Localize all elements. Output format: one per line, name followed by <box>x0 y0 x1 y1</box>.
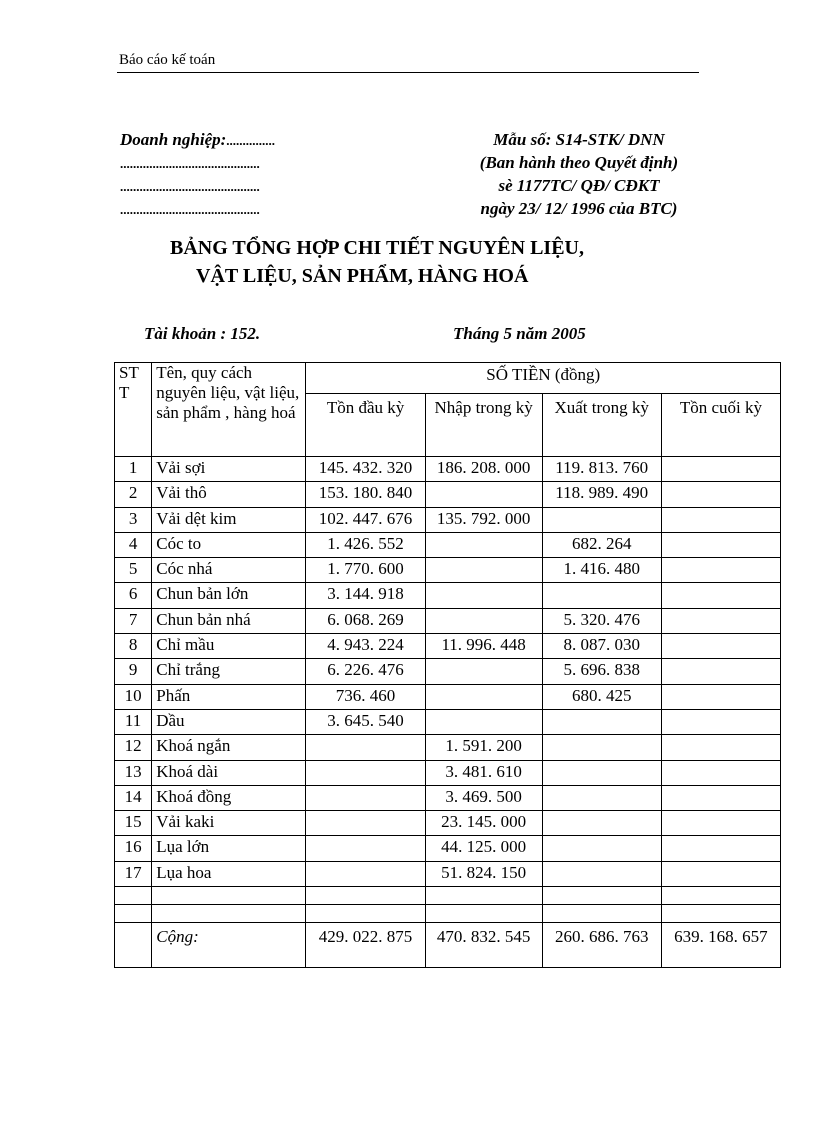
row-export <box>542 760 661 785</box>
row-export <box>542 861 661 886</box>
row-stt: 6 <box>115 583 152 608</box>
ledger-table <box>114 362 781 968</box>
total-opening: 429. 022. 875 <box>306 923 425 968</box>
row-name: Khoá ngắn <box>152 735 306 760</box>
row-opening <box>306 861 425 886</box>
row-export <box>542 507 661 532</box>
row-closing <box>661 634 780 659</box>
row-import: 1. 591. 200 <box>425 735 542 760</box>
row-import: 3. 469. 500 <box>425 785 542 810</box>
row-export <box>542 811 661 836</box>
account-label: Tài khoản : 152. <box>144 324 261 343</box>
row-stt: 16 <box>115 836 152 861</box>
row-opening <box>306 760 425 785</box>
row-opening: 6. 068. 269 <box>306 608 425 633</box>
total-import: 470. 832. 545 <box>425 923 542 968</box>
row-export <box>542 709 661 734</box>
row-stt: 10 <box>115 684 152 709</box>
table-row <box>115 735 781 760</box>
blank-line: ........................................... <box>120 202 260 217</box>
running-header: Báo cáo kế toán <box>119 52 216 68</box>
enterprise-line <box>120 128 275 152</box>
row-closing <box>661 785 780 810</box>
table-row <box>115 583 781 608</box>
row-stt: 15 <box>115 811 152 836</box>
row-stt: 2 <box>115 482 152 507</box>
row-closing <box>661 861 780 886</box>
table-row <box>115 760 781 785</box>
empty-row <box>115 905 781 923</box>
row-name: Vải dệt kim <box>152 507 306 532</box>
header-rule <box>117 72 699 73</box>
row-stt: 11 <box>115 709 152 734</box>
table-row <box>115 659 781 684</box>
row-import <box>425 608 542 633</box>
row-closing <box>661 583 780 608</box>
row-stt: 4 <box>115 532 152 557</box>
title-line-2: VẬT LIỆU, SẢN PHẨM, HÀNG HOÁ <box>196 265 529 287</box>
col-header-import: Nhập trong kỳ <box>425 394 542 457</box>
table-row <box>115 861 781 886</box>
row-export: 680. 425 <box>542 684 661 709</box>
period-label: Tháng 5 năm 2005 <box>453 324 586 343</box>
document-title <box>170 234 584 290</box>
row-stt: 8 <box>115 634 152 659</box>
row-closing <box>661 735 780 760</box>
row-stt: 14 <box>115 785 152 810</box>
row-opening: 102. 447. 676 <box>306 507 425 532</box>
row-closing <box>661 558 780 583</box>
row-closing <box>661 811 780 836</box>
row-stt: 3 <box>115 507 152 532</box>
row-opening: 6. 226. 476 <box>306 659 425 684</box>
row-opening: 1. 770. 600 <box>306 558 425 583</box>
row-opening: 1. 426. 552 <box>306 532 425 557</box>
row-name: Lụa hoa <box>152 861 306 886</box>
row-opening: 145. 432. 320 <box>306 457 425 482</box>
row-import <box>425 558 542 583</box>
row-import: 11. 996. 448 <box>425 634 542 659</box>
table-row <box>115 532 781 557</box>
row-closing <box>661 684 780 709</box>
row-name: Cóc to <box>152 532 306 557</box>
row-import: 51. 824. 150 <box>425 861 542 886</box>
row-import <box>425 583 542 608</box>
row-opening <box>306 785 425 810</box>
blank-line: ........................................... <box>120 179 260 194</box>
row-stt: 12 <box>115 735 152 760</box>
row-export: 8. 087. 030 <box>542 634 661 659</box>
row-export <box>542 583 661 608</box>
row-export <box>542 836 661 861</box>
issued-by-line: ngày 23/ 12/ 1996 của BTC) <box>480 199 678 218</box>
total-stt <box>115 923 152 968</box>
row-opening <box>306 735 425 760</box>
row-export <box>542 785 661 810</box>
ledger-body <box>115 457 781 968</box>
row-name: Vải kaki <box>152 811 306 836</box>
total-label: Cộng: <box>152 923 306 968</box>
row-import <box>425 532 542 557</box>
row-stt: 5 <box>115 558 152 583</box>
col-header-money: SỐ TIỀN (đồng) <box>306 363 781 394</box>
row-closing <box>661 709 780 734</box>
row-opening: 3. 645. 540 <box>306 709 425 734</box>
row-name: Dầu <box>152 709 306 734</box>
issued-by-line: (Ban hành theo Quyết định) <box>479 153 679 172</box>
col-header-export: Xuất trong kỳ <box>542 394 661 457</box>
form-info-block <box>444 128 714 220</box>
row-name: Phấn <box>152 684 306 709</box>
enterprise-dots: ............... <box>226 133 276 148</box>
row-name: Cóc nhá <box>152 558 306 583</box>
row-stt: 17 <box>115 861 152 886</box>
row-stt: 13 <box>115 760 152 785</box>
table-row <box>115 507 781 532</box>
form-number: Mẫu số: S14-STK/ DNN <box>493 130 665 149</box>
row-name: Chỉ mầu <box>152 634 306 659</box>
row-import <box>425 709 542 734</box>
header-row <box>115 363 781 394</box>
row-opening: 4. 943. 224 <box>306 634 425 659</box>
row-stt: 1 <box>115 457 152 482</box>
row-export: 682. 264 <box>542 532 661 557</box>
row-name: Lụa lớn <box>152 836 306 861</box>
row-opening: 3. 144. 918 <box>306 583 425 608</box>
title-line-1: BẢNG TỔNG HỢP CHI TIẾT NGUYÊN LIỆU, <box>170 237 584 259</box>
row-name: Vải sợi <box>152 457 306 482</box>
row-opening <box>306 811 425 836</box>
row-closing <box>661 507 780 532</box>
table-row <box>115 811 781 836</box>
row-import: 23. 145. 000 <box>425 811 542 836</box>
row-export: 119. 813. 760 <box>542 457 661 482</box>
col-header-name: Tên, quy cách nguyên liệu, vật liệu, sản phẩm , hàng hoá <box>152 363 306 457</box>
enterprise-block <box>120 128 275 221</box>
row-name: Chun bản lớn <box>152 583 306 608</box>
empty-row <box>115 887 781 905</box>
row-stt: 9 <box>115 659 152 684</box>
row-export: 1. 416. 480 <box>542 558 661 583</box>
row-name: Khoá dài <box>152 760 306 785</box>
row-export <box>542 735 661 760</box>
row-import <box>425 684 542 709</box>
row-import <box>425 482 542 507</box>
row-export: 5. 696. 838 <box>542 659 661 684</box>
col-header-stt: ST T <box>115 363 152 457</box>
table-row <box>115 684 781 709</box>
table-row <box>115 482 781 507</box>
col-header-opening: Tồn đầu kỳ <box>306 394 425 457</box>
row-import: 186. 208. 000 <box>425 457 542 482</box>
total-export: 260. 686. 763 <box>542 923 661 968</box>
row-opening <box>306 836 425 861</box>
row-closing <box>661 760 780 785</box>
table-row <box>115 634 781 659</box>
row-name: Chun bản nhá <box>152 608 306 633</box>
row-closing <box>661 482 780 507</box>
row-export: 5. 320. 476 <box>542 608 661 633</box>
table-row <box>115 785 781 810</box>
row-opening: 153. 180. 840 <box>306 482 425 507</box>
table-row <box>115 558 781 583</box>
blank-line: ........................................... <box>120 156 260 171</box>
table-row <box>115 836 781 861</box>
total-closing: 639. 168. 657 <box>661 923 780 968</box>
row-name: Khoá đồng <box>152 785 306 810</box>
row-import: 44. 125. 000 <box>425 836 542 861</box>
row-opening: 736. 460 <box>306 684 425 709</box>
row-name: Vải thô <box>152 482 306 507</box>
row-closing <box>661 608 780 633</box>
row-import: 3. 481. 610 <box>425 760 542 785</box>
row-stt: 7 <box>115 608 152 633</box>
row-import <box>425 659 542 684</box>
row-closing <box>661 836 780 861</box>
issued-by-line: sè 1177TC/ QĐ/ CĐKT <box>498 176 660 195</box>
row-closing <box>661 457 780 482</box>
table-row <box>115 457 781 482</box>
row-import: 135. 792. 000 <box>425 507 542 532</box>
table-row <box>115 709 781 734</box>
table-row <box>115 608 781 633</box>
enterprise-label: Doanh nghiệp: <box>120 130 227 149</box>
row-closing <box>661 532 780 557</box>
row-name: Chỉ trắng <box>152 659 306 684</box>
row-closing <box>661 659 780 684</box>
total-row <box>115 923 781 968</box>
col-header-closing: Tồn cuối kỳ <box>661 394 780 457</box>
row-export: 118. 989. 490 <box>542 482 661 507</box>
